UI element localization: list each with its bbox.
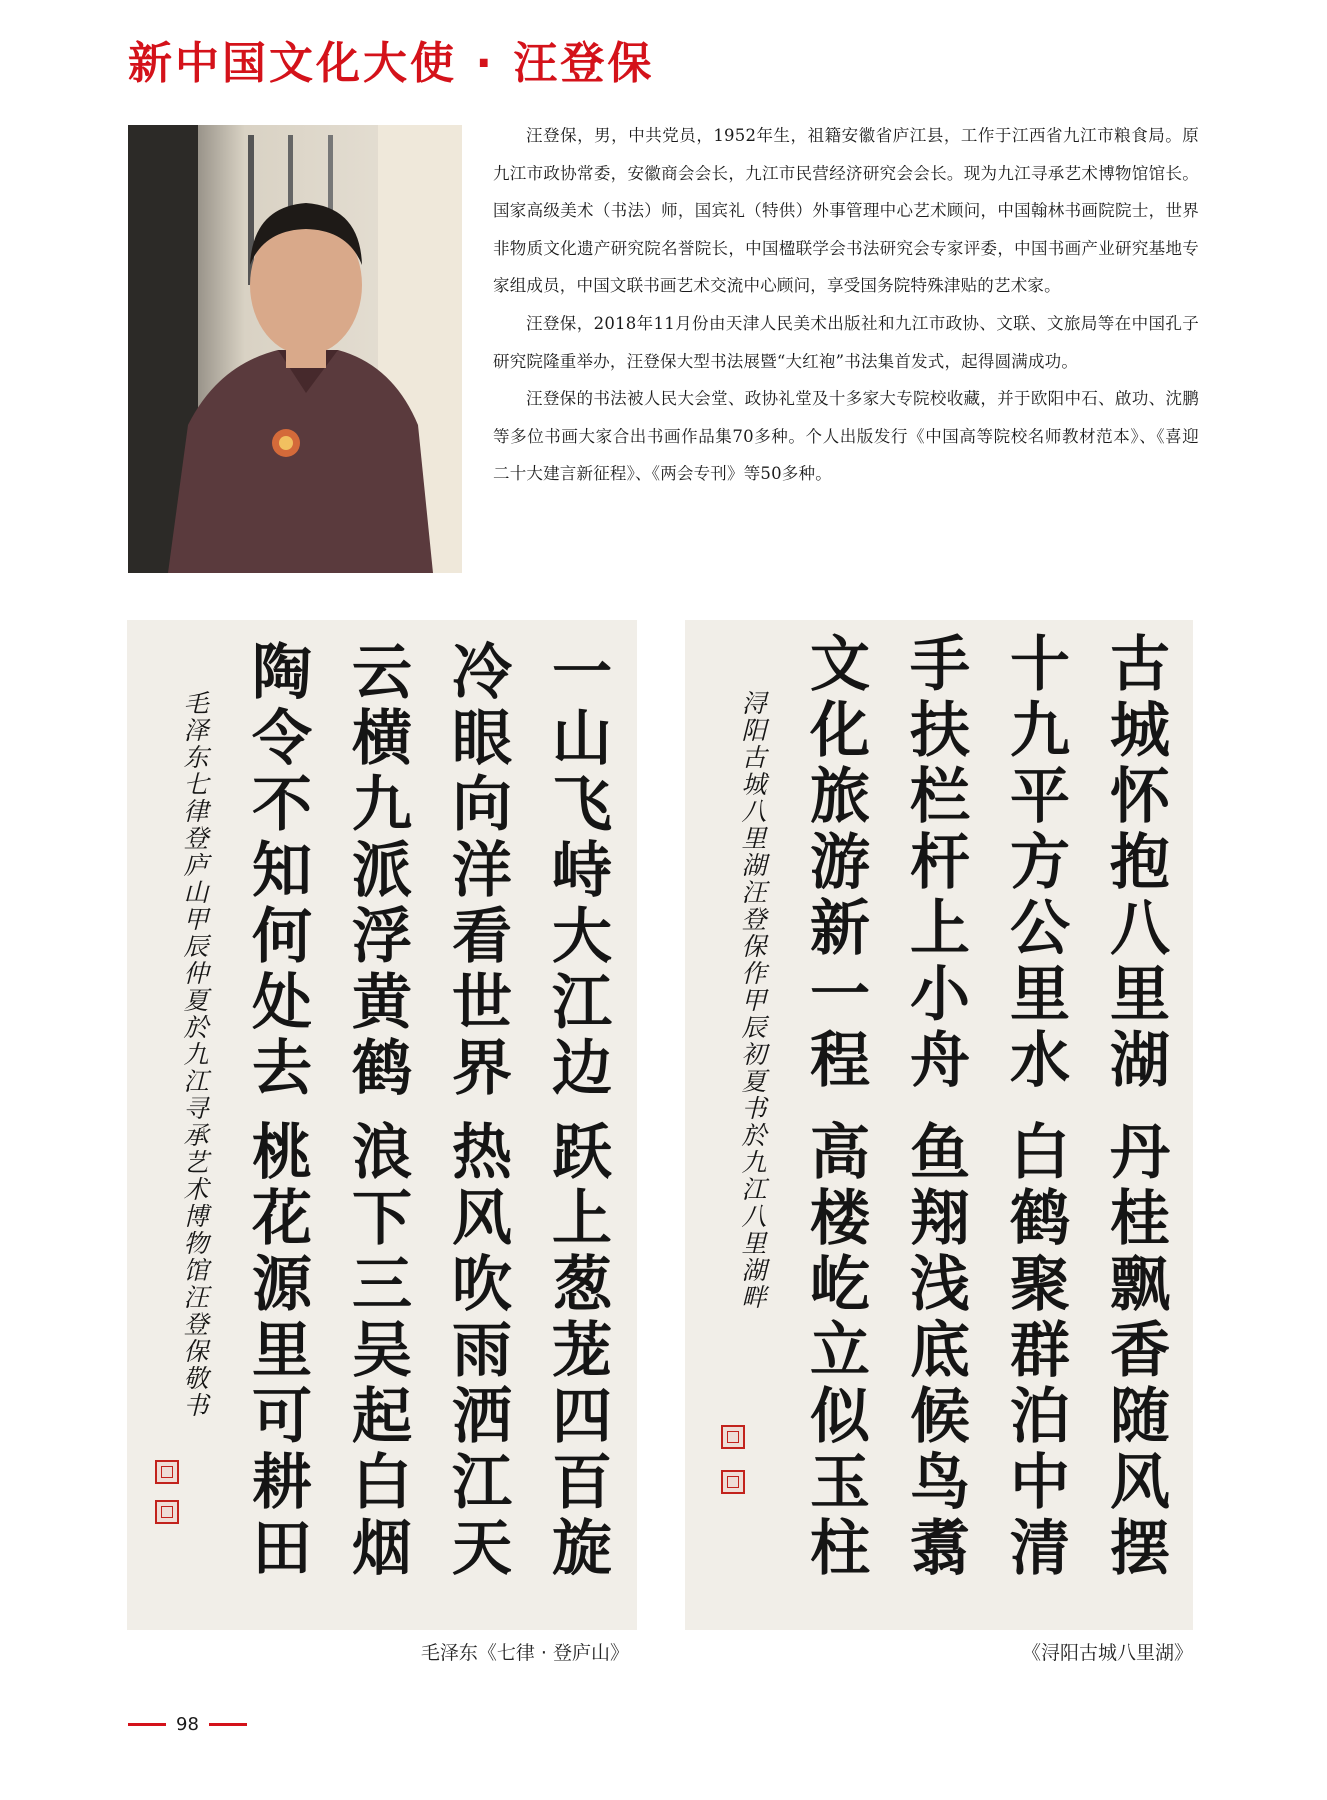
- calligraphy-column: 白鹤聚群泊中清: [1000, 1120, 1070, 1582]
- caption-left: 毛泽东《七律 · 登庐山》: [420, 1642, 629, 1664]
- footer-rule: [128, 1723, 166, 1726]
- calligraphy-column: 十九平方公里水: [1000, 632, 1070, 1094]
- calligraphy-column: 文化旅游新一程: [800, 632, 870, 1094]
- footer-rule: [209, 1723, 247, 1726]
- red-seal-icon: [155, 1500, 179, 1524]
- portrait-image: [128, 125, 462, 573]
- calligraphy-column: 桃花源里可耕田: [242, 1120, 312, 1582]
- bio-paragraph: 汪登保，2018年11月份由天津人民美术出版社和九江市政协、文联、文旅局等在中国孔子研究院隆重举办，汪登保大型书法展暨“大红袍”书法集首发式，起得圆满成功。: [493, 313, 1199, 371]
- red-seal-icon: [155, 1460, 179, 1484]
- calligraphy-column: 冷眼向洋看世界: [442, 640, 512, 1102]
- calligraphy-signature: 浔阳古城八里湖汪登保作甲辰初夏书於九江八里湖畔: [738, 690, 767, 1311]
- bio-paragraph: 汪登保，男，中共党员，1952年生，祖籍安徽省庐江县，工作于江西省九江市粮食局。原九江市政协常委，安徽商会会长，九江市民营经济研究会会长。现为九江寻承艺术博物馆馆长。国家高级美术（书法）师，国宾礼（特供）外事管理中心艺术顾问，中国翰林书画院院士，世界非物质文化遗产研究院名誉院长，中国楹联学会书法研究会专家评委，中国书画产业研究基地专家组成员，中国文联书画艺术交流中心顾问，享受国务院特殊津贴的艺术家。: [493, 126, 1199, 296]
- calligraphy-column: 古城怀抱八里湖: [1100, 632, 1170, 1094]
- calligraphy-column: 一山飞峙大江边: [542, 640, 612, 1102]
- red-seal-icon: [721, 1425, 745, 1449]
- calligraphy-signature: 毛泽东七律登庐山甲辰仲夏於九江寻承艺术博物馆汪登保敬书: [180, 690, 209, 1419]
- page-number: 98: [176, 1714, 199, 1735]
- calligraphy-scroll-right: [685, 620, 1193, 1630]
- calligraphy-column: 云横九派浮黄鹤: [342, 640, 412, 1102]
- calligraphy-scroll-left: [127, 620, 637, 1630]
- calligraphy-column: 跃上葱茏四百旋: [542, 1120, 612, 1582]
- calligraphy-column: 高楼屹立似玉柱: [800, 1120, 870, 1582]
- caption-right: 《浔阳古城八里湖》: [1021, 1642, 1193, 1664]
- bio-paragraph: 汪登保的书法被人民大会堂、政协礼堂及十多家大专院校收藏，并于欧阳中石、啟功、沈鹏等多位书画大家合出书画作品集70多种。个人出版发行《中国高等院校名师教材范本》、《喜迎二十大建言新征程》、《两会专刊》等50多种。: [493, 389, 1199, 484]
- portrait-photo: [128, 125, 462, 573]
- page-title: 新中国文化大使 · 汪登保: [128, 38, 655, 89]
- calligraphy-column: 陶令不知何处去: [242, 640, 312, 1102]
- biography: [493, 117, 1199, 493]
- calligraphy-column: 手扶栏杆上小舟: [900, 632, 970, 1094]
- calligraphy-column: 鱼翔浅底候鸟翥: [900, 1120, 970, 1582]
- red-seal-icon: [721, 1470, 745, 1494]
- page-number-footer: [128, 1714, 247, 1735]
- calligraphy-column: 热风吹雨洒江天: [442, 1120, 512, 1582]
- calligraphy-column: 丹桂飘香随风摆: [1100, 1120, 1170, 1582]
- calligraphy-column: 浪下三吴起白烟: [342, 1120, 412, 1582]
